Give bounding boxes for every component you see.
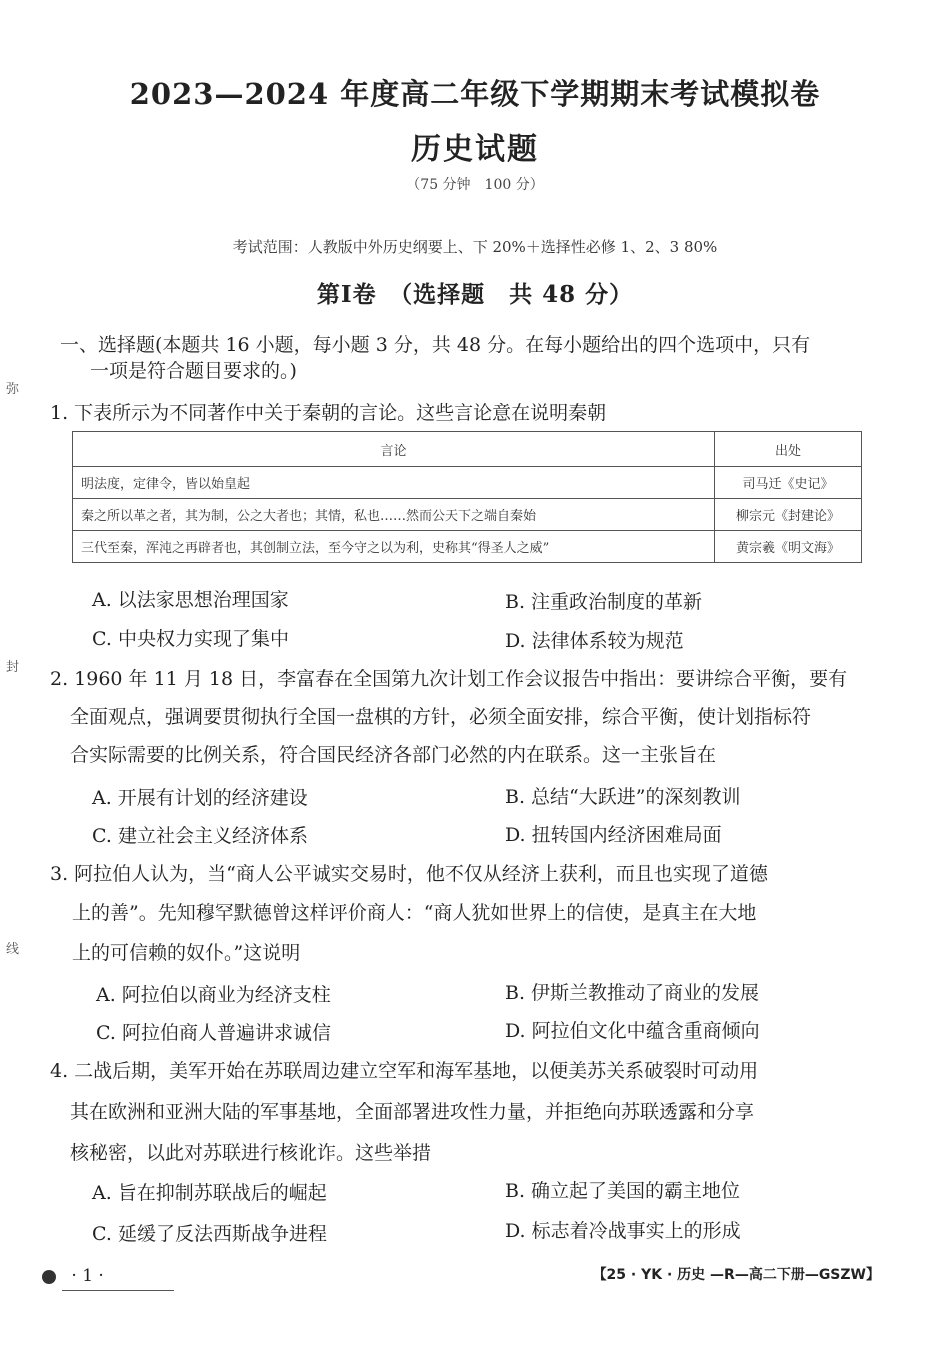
- q4-stem-line-3: 核秘密，以此对苏联进行核讹诈。这些举措: [70, 1142, 432, 1164]
- q1-table-header-quote: 言论: [73, 432, 715, 467]
- q2-stem-line-2: 全面观点，强调要贯彻执行全国一盘棋的方针，必须全面安排，综合平衡，使计划指标符: [70, 706, 812, 728]
- q2-option-a: A. 开展有计划的经济建设: [92, 787, 308, 809]
- q4-stem-line-2: 其在欧洲和亚洲大陆的军事基地，全面部署进攻性力量，并拒绝向苏联透露和分享: [70, 1101, 755, 1123]
- q1-table-source: 黄宗羲《明文海》: [715, 531, 862, 563]
- q2-option-c: C. 建立社会主义经济体系: [92, 825, 308, 847]
- q2-stem-line-3: 合实际需要的比例关系，符合国民经济各部门必然的内在联系。这一主张旨在: [70, 744, 717, 766]
- q3-stem-line-2: 上的善”。先知穆罕默德曾这样评价商人：“商人犹如世界上的信使，是真主在大地: [72, 902, 757, 924]
- exam-scope: 考试范围：人教版中外历史纲要上、下 20%＋选择性必修 1、2、3 80%: [232, 238, 718, 256]
- q3-option-c: C. 阿拉伯商人普遍讲求诚信: [96, 1022, 331, 1044]
- margin-mark-mi: 弥: [6, 382, 20, 397]
- footer-code: 【25 · YK · 历史 —R—高二下册—GSZW】: [592, 1267, 880, 1283]
- footer-divider: [62, 1290, 174, 1291]
- exam-duration: （75 分钟 100 分）: [406, 177, 544, 193]
- q4-option-b: B. 确立起了美国的霸主地位: [505, 1180, 741, 1202]
- q1-table-header-source: 出处: [715, 432, 862, 467]
- q3-stem-line-1: 3. 阿拉伯人认为，当“商人公平诚实交易时，他不仅从经济上获利，而且也实现了道德: [50, 863, 768, 885]
- q1-table-quote: 秦之所以革之者，其为制，公之大者也；其情，私也……然而公天下之端自秦始: [73, 499, 715, 531]
- q1-table: [72, 431, 862, 563]
- q1-option-d: D. 法律体系较为规范: [505, 630, 684, 652]
- margin-mark-feng: 封: [6, 660, 20, 675]
- q4-option-a: A. 旨在抑制苏联战后的崛起: [92, 1182, 327, 1204]
- q1-option-a: A. 以法家思想治理国家: [92, 589, 289, 611]
- q3-option-d: D. 阿拉伯文化中蕴含重商倾向: [505, 1020, 760, 1042]
- q1-stem: 1. 下表所示为不同著作中关于秦朝的言论。这些言论意在说明秦朝: [50, 402, 607, 424]
- section-title: 第Ⅰ卷 （选择题 共 48 分）: [316, 281, 634, 308]
- q1-table-quote: 三代至秦，浑沌之再辟者也，其创制立法，至今守之以为利，史称其“得圣人之威”: [73, 531, 715, 563]
- exam-subject: 历史试题: [411, 132, 539, 167]
- q2-option-b: B. 总结“大跃进”的深刻教训: [505, 786, 741, 808]
- table-row: [73, 467, 862, 499]
- q1-table-source: 司马迁《史记》: [715, 467, 862, 499]
- page-number: · 1 ·: [71, 1266, 104, 1286]
- q1-option-c: C. 中央权力实现了集中: [92, 628, 289, 650]
- q1-table-source: 柳宗元《封建论》: [715, 499, 862, 531]
- q4-stem-line-1: 4. 二战后期，美军开始在苏联周边建立空军和海军基地，以便美苏关系破裂时可动用: [50, 1060, 759, 1082]
- q3-option-b: B. 伊斯兰教推动了商业的发展: [505, 982, 760, 1004]
- q3-option-a: A. 阿拉伯以商业为经济支柱: [96, 984, 331, 1006]
- margin-mark-xian: 线: [6, 942, 20, 957]
- publisher-logo-icon: [42, 1270, 56, 1284]
- table-row: [73, 499, 862, 531]
- q1-option-b: B. 注重政治制度的革新: [505, 591, 703, 613]
- table-row: [73, 531, 862, 563]
- section-instructions-line-2: 一项是符合题目要求的。): [90, 360, 297, 382]
- q3-stem-line-3: 上的可信赖的奴仆。”这说明: [72, 942, 301, 964]
- section-instructions-line-1: 一、选择题(本题共 16 小题，每小题 3 分，共 48 分。在每小题给出的四个选项中，只有: [60, 334, 811, 356]
- q2-option-d: D. 扭转国内经济困难局面: [505, 824, 722, 846]
- q4-option-d: D. 标志着冷战事实上的形成: [505, 1220, 741, 1242]
- q2-stem-line-1: 2. 1960 年 11 月 18 日，李富春在全国第九次计划工作会议报告中指出：要讲综合平衡，要有: [50, 668, 848, 690]
- q1-table-quote: 明法度，定律令，皆以始皇起: [73, 467, 715, 499]
- exam-title: 2023—2024 年度高二年级下学期期末考试模拟卷: [129, 77, 821, 111]
- q4-option-c: C. 延缓了反法西斯战争进程: [92, 1223, 327, 1245]
- footer-page-number-area: [42, 1266, 104, 1286]
